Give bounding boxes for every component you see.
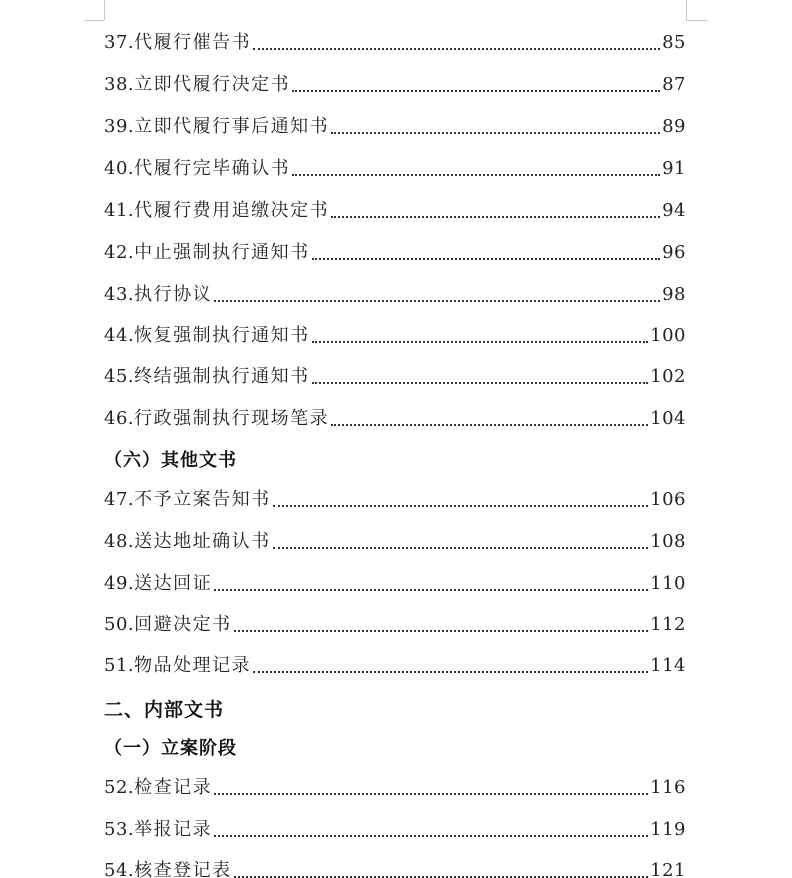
dot-leader [292,174,660,176]
toc-page-number: 87 [662,74,686,95]
toc-page-number: 108 [650,531,686,552]
dot-leader [273,547,649,549]
toc-entry-37[interactable] [104,30,686,54]
toc-title: 不予立案告知书 [134,489,271,510]
toc-number: 38. [104,74,135,95]
toc-number: 43. [104,284,135,305]
dot-leader [214,835,648,837]
toc-page-number: 85 [662,32,686,53]
toc-page-number: 121 [650,860,686,878]
dot-leader [331,216,660,218]
dot-leader [331,132,660,134]
toc-title: 执行协议 [134,284,213,305]
toc-entry-51[interactable] [104,653,686,677]
toc-title: 核查登记表 [134,860,232,878]
crop-mark-right [686,0,687,20]
toc-entry-44[interactable] [104,323,686,347]
dot-leader [214,300,660,302]
dot-leader [273,505,649,507]
toc-title: 代履行催告书 [134,32,252,53]
toc-page-number: 106 [650,489,686,510]
toc-entry-47[interactable] [104,487,686,511]
toc-number: 37. [104,32,135,53]
toc-entry-45[interactable] [104,364,686,388]
toc-entry-40[interactable] [104,156,686,180]
toc-title: 送达地址确认书 [134,531,271,552]
toc-page-number: 100 [650,325,686,346]
toc-entry-49[interactable] [104,571,686,595]
dot-leader [312,341,649,343]
dot-leader [234,630,649,632]
toc-number: 48. [104,531,135,552]
toc-title: 立即代履行决定书 [134,74,291,95]
toc-number: 47. [104,489,135,510]
dot-leader [312,258,660,260]
section-heading-filing-stage: （一）立案阶段 [104,738,237,759]
toc-number: 39. [104,116,135,137]
toc-page-number: 112 [650,614,686,635]
toc-number: 40. [104,158,135,179]
toc-page-number: 94 [662,200,686,221]
toc-number: 41. [104,200,135,221]
toc-number: 54. [104,860,135,878]
toc-page-number: 110 [650,573,686,594]
dot-leader [253,671,648,673]
dot-leader [214,589,648,591]
toc-title: 立即代履行事后通知书 [134,116,330,137]
section-heading-other-documents: （六）其他文书 [104,450,237,471]
dot-leader [253,48,660,50]
toc-entry-54[interactable] [104,858,686,878]
toc-title: 举报记录 [134,819,213,840]
dot-leader [214,793,648,795]
toc-number: 50. [104,614,135,635]
toc-entry-38[interactable] [104,72,686,96]
toc-entry-41[interactable] [104,198,686,222]
dot-leader [312,382,649,384]
toc-page-number: 119 [650,819,686,840]
toc-number: 53. [104,819,135,840]
toc-number: 51. [104,655,135,676]
toc-title: 物品处理记录 [134,655,252,676]
toc-title: 行政强制执行现场笔录 [134,408,330,429]
crop-mark-left-h [84,20,104,21]
toc-title: 回避决定书 [134,614,232,635]
toc-page-number: 91 [662,158,686,179]
crop-mark-right-h [686,20,708,21]
toc-title: 终结强制执行通知书 [134,366,310,387]
toc-entry-39[interactable] [104,114,686,138]
toc-page-number: 102 [650,366,686,387]
toc-page-number: 104 [650,408,686,429]
toc-entry-42[interactable] [104,240,686,264]
toc-entry-46[interactable] [104,406,686,430]
toc-title: 中止强制执行通知书 [134,242,310,263]
toc-number: 52. [104,777,135,798]
toc-entry-50[interactable] [104,612,686,636]
crop-mark-left [104,0,105,20]
toc-title: 送达回证 [134,573,213,594]
dot-leader [292,90,660,92]
toc-entry-53[interactable] [104,817,686,841]
toc-number: 45. [104,366,135,387]
toc-number: 49. [104,573,135,594]
part-heading-internal-documents: 二、内部文书 [104,699,225,721]
toc-page-number: 116 [650,777,686,798]
toc-page-number: 98 [662,284,686,305]
dot-leader [331,424,648,426]
toc-entry-48[interactable] [104,529,686,553]
toc-title: 恢复强制执行通知书 [134,325,310,346]
toc-number: 42. [104,242,135,263]
toc-title: 检查记录 [134,777,213,798]
toc-entry-43[interactable] [104,282,686,306]
toc-page-number: 96 [662,242,686,263]
toc-page-number: 89 [662,116,686,137]
toc-number: 46. [104,408,135,429]
toc-number: 44. [104,325,135,346]
toc-page-number: 114 [650,655,686,676]
toc-entry-52[interactable] [104,775,686,799]
toc-title: 代履行完毕确认书 [134,158,291,179]
toc-title: 代履行费用追缴决定书 [134,200,330,221]
